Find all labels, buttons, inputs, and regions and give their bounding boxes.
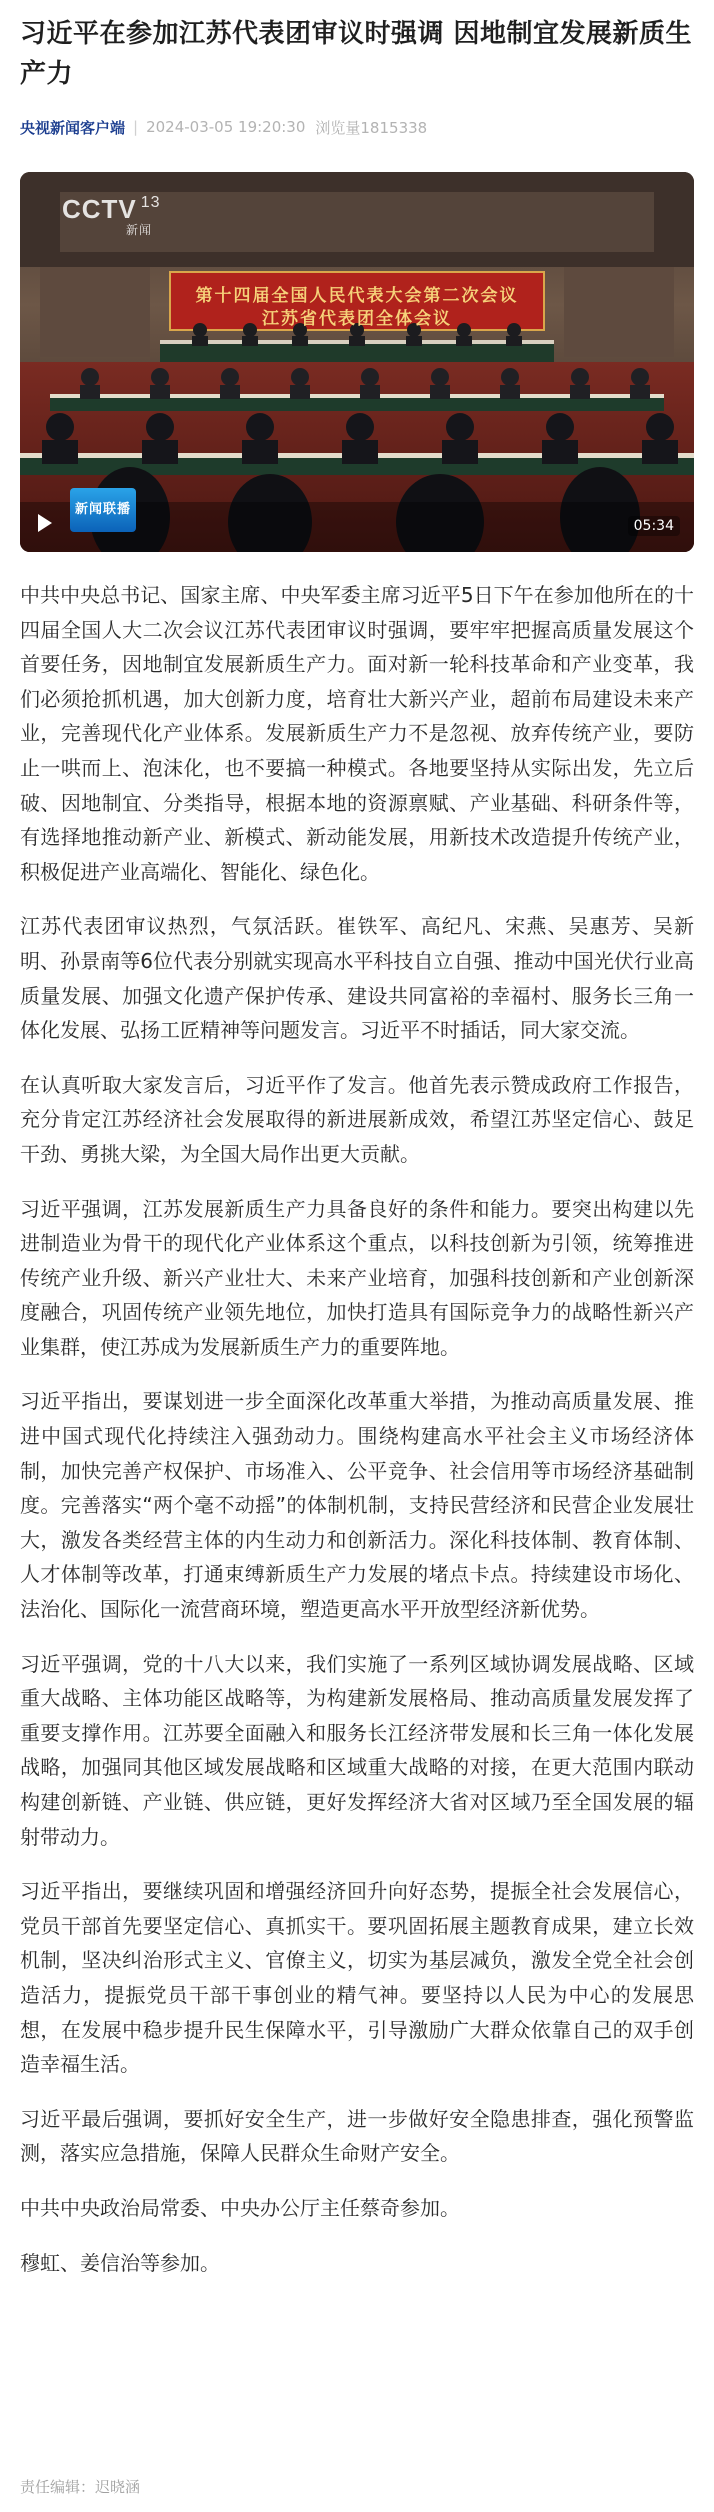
paragraph: 在认真听取大家发言后，习近平作了发言。他首先表示赞成政府工作报告，充分肯定江苏经济社会发展取得的新进展新成效，希望江苏坚定信心、鼓足干劲、勇挑大梁，为全国大局作出更大贡献。 [20,1072,694,1166]
video-duration: 05:34 [628,516,680,536]
meta-divider: | [133,118,139,136]
paragraph: 习近平指出，要谋划进一步全面深化改革重大举措，为推动高质量发展、推进中国式现代化持续注入强劲动力。围绕构建高水平社会主义市场经济体制，加快完善产权保护、市场准入、公平竞争、社会信用等市场经济基础制度。完善落实“两个毫不动摇”的体制机制，支持民营经济和民营企业发展壮大，激发各类经营主体的内生动力和创新活力。深化科技体制、教育体制、人才体制等改革，打通束缚新质生产力发展的堵点卡点。持续建设市场化、法治化、国际化一流营商环境，塑造更高水平开放型经济新优势。 [20,1389,694,1622]
article-meta [20,116,694,138]
play-icon[interactable] [38,514,52,532]
xinwen-lianbo-logo: 新闻联播 [70,488,136,532]
article-title: 习近平在参加江苏代表团审议时强调 因地制宜发展新质生产力 [20,19,693,89]
paragraph: 江苏代表团审议热烈，气氛活跃。崔铁军、高纪凡、宋燕、吴惠芳、吴新明、孙景南等6位代表分别就实现高水平科技自立自强、推动中国光伏行业高质量发展、加强文化遗产保护传承、建设共同富裕的幸福村、服务长三角一体化发展、弘扬工匠精神等问题发言。习近平不时插话，同大家交流。 [20,914,694,1043]
paragraph: 中共中央总书记、国家主席、中央军委主席习近平5日下午在参加他所在的十四届全国人大二次会议江苏代表团审议时强调，要牢牢把握高质量发展这个首要任务，因地制宜发展新质生产力。面对新一轮科技革命和产业变革，我们必须抢抓机遇，加大创新力度，培育壮大新兴产业，超前布局建设未来产业，完善现代化产业体系。发展新质生产力不是忽视、放弃传统产业，要防止一哄而上、泡沫化，也不要搞一种模式。各地要坚持从实际出发，先立后破、因地制宜、分类指导，根据本地的资源禀赋、产业基础、科研条件等，有选择地推动新产业、新模式、新动能发展，用新技术改造提升传统产业，积极促进产业高端化、智能化、绿色化。 [20,583,694,884]
article-source[interactable]: 央视新闻客户端 [20,118,126,137]
paragraph: 习近平强调，江苏发展新质生产力具备良好的条件和能力。要突出构建以先进制造业为骨干的现代化产业体系这个重点，以科技创新为引领，统筹推进传统产业升级、新兴产业壮大、未来产业培育，加强科技创新和产业创新深度融合，巩固传统产业领先地位，加快打造具有国际竞争力的战略性新兴产业集群，使江苏成为发展新质生产力的重要阵地。 [20,1196,694,1359]
paragraph: 中共中央政治局常委、中央办公厅主任蔡奇参加。 [20,2195,460,2220]
cctv-channel-logo: CCTV $^{13}$ 新闻 [62,194,161,237]
banner-line-1: 第十四届全国人民代表大会第二次会议 [195,286,519,306]
paragraph: 习近平强调，党的十八大以来，我们实施了一系列区域协调发展战略、区域重大战略、主体功能区战略等，为构建新发展格局、推动高质量发展发挥了重要支撑作用。江苏要全面融入和服务长江经济带发展和长三角一体化发展战略，加强同其他区域发展战略和区域重大战略的对接，在更大范围内联动构建创新链、产业链、供应链，更好发挥经济大省对区域乃至全国发展的辐射带动力。 [20,1651,694,1849]
video-player[interactable] [20,172,694,552]
article-datetime: 2024-03-05 19:20:30 [146,118,306,136]
responsible-editor: 责任编辑：迟晓涵 [20,2478,141,2496]
banner-line-2: 江苏省代表团全体会议 [262,309,452,329]
paragraph: 习近平指出，要继续巩固和增强经济回升向好态势，提振全社会发展信心，党员干部首先要坚定信心、真抓实干。要巩固拓展主题教育成果，建立长效机制，坚决纠治形式主义、官僚主义，切实为基层减负，激发全党全社会创造活力，提振党员干部干事创业的精气神。要坚持以人民为中心的发展思想，在发展中稳步提升民生保障水平，引导激励广大群众依靠自己的双手创造幸福生活。 [20,1879,694,2077]
article-views: 浏览量1815338 [315,118,428,137]
article-body [20,578,694,2280]
paragraph: 穆虹、姜信治等参加。 [20,2250,220,2275]
paragraph: 习近平最后强调，要抓好安全生产，进一步做好安全隐患排查，强化预警监测，落实应急措施，保障人民群众生命财产安全。 [20,2106,694,2166]
